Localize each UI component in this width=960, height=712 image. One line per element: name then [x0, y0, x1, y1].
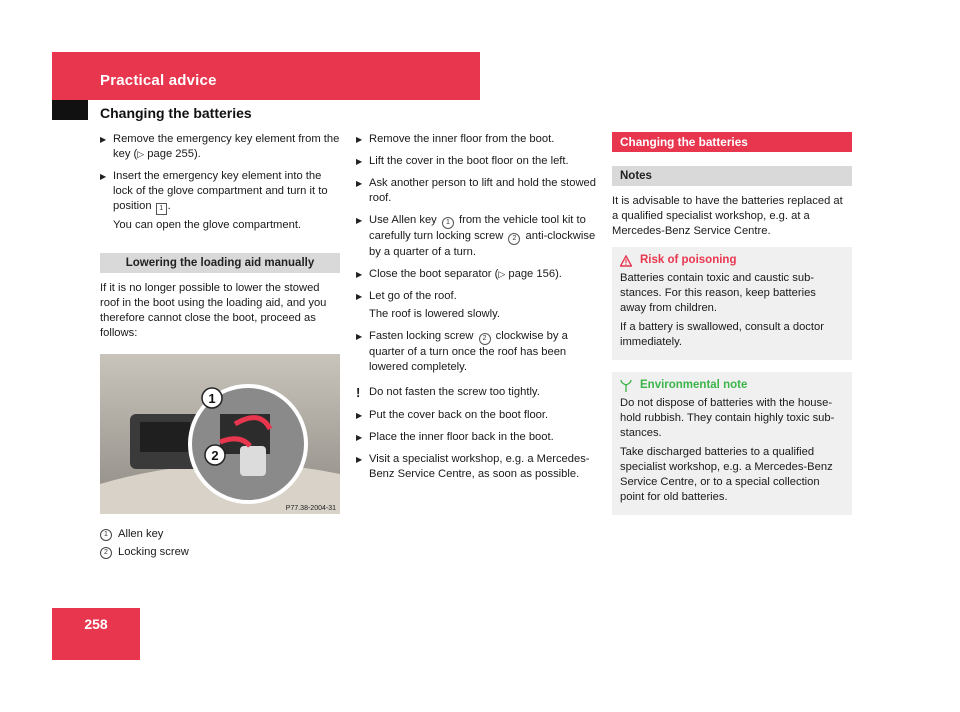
- step-arrow-icon: ▶: [356, 433, 363, 442]
- instruction-step: ▶ Use Allen key 1 from the vehicle tool kit to carefully turn locking screw 2 anti-clockwise by a quarter of a turn.: [356, 214, 596, 258]
- key-position-marker: 1: [156, 203, 167, 215]
- header-accent-block: [52, 100, 88, 120]
- risk-text: If a battery is swallowed, consult a doctor immediately.: [620, 321, 824, 348]
- env-text: Take discharged batteries to a qualified specialist workshop, e.g. a Mercedes-Benz Service Centre, or to a special collection point for old batteries.: [620, 446, 833, 503]
- env-text: Do not dispose of batteries with the house-hold rubbish. They contain highly toxic sub-stances.: [620, 397, 835, 439]
- step-note: You can open the glove compartment.: [113, 219, 302, 231]
- page-ref[interactable]: page 255: [144, 148, 194, 160]
- instruction-step: ▶ Close the boot separator (▷ page 156).: [356, 268, 562, 280]
- instruction-step: ▶ Fasten locking screw 2 clockwise by a quarter of a turn once the roof has been lowered completely.: [356, 330, 568, 373]
- instruction-step: ▶ Visit a specialist workshop, e.g. a Mercedes-Benz Service Centre, as soon as possible.: [356, 453, 590, 480]
- step-arrow-icon: ▶: [356, 135, 363, 144]
- ref-number: 1: [442, 217, 454, 229]
- exclamation-icon: !: [356, 385, 361, 400]
- warning-triangle-icon: [620, 255, 632, 267]
- instruction-step: ▶ Remove the emergency key element from the key (▷ page 255).: [100, 133, 340, 160]
- notes-paragraph: It is advisable to have the batteries replaced at a qualified specialist workshop, e.g. at a Mercedes-Benz Service Centre.: [612, 195, 843, 237]
- page-ref-icon: ▷: [498, 269, 506, 279]
- leaf-icon: [620, 379, 632, 393]
- legend-text: Locking screw: [118, 546, 189, 558]
- env-title: Environmental note: [640, 379, 748, 391]
- environmental-note-box: [612, 372, 852, 515]
- page-ref[interactable]: page 156: [505, 268, 556, 280]
- step-arrow-icon: ▶: [356, 157, 363, 166]
- step-arrow-icon: ▶: [100, 172, 107, 181]
- caution-note: ! Do not fasten the screw too tightly.: [356, 385, 540, 400]
- column-left: [100, 132, 340, 560]
- instruction-step: ▶ Place the inner floor back in the boot.: [356, 431, 554, 443]
- step-arrow-icon: ▶: [356, 179, 363, 188]
- instruction-step: ▶ Put the cover back on the boot floor.: [356, 409, 549, 421]
- step-arrow-icon: ▶: [356, 411, 363, 420]
- boot-floor-photo: [100, 354, 340, 514]
- step-note: The roof is lowered slowly.: [369, 308, 500, 320]
- instruction-step: ▶ Let go of the roof.: [356, 290, 457, 302]
- step-arrow-icon: ▶: [356, 332, 363, 341]
- risk-text: Batteries contain toxic and caustic sub-stances. For this reason, keep batteries away from children.: [620, 272, 816, 314]
- legend-item: [100, 527, 340, 542]
- legend-item: [100, 545, 340, 560]
- risk-warning-box: [612, 247, 852, 360]
- ref-number: 2: [508, 233, 520, 245]
- page-number: 258: [84, 616, 108, 632]
- legend-number: 1: [100, 529, 112, 541]
- legend-number: 2: [100, 547, 112, 559]
- ref-number: 2: [479, 333, 491, 345]
- page-subtitle: Changing the batteries: [100, 105, 252, 121]
- instruction-step: ▶ Insert the emergency key element into the lock of the glove compartment and turn it to position 1 .: [100, 169, 340, 215]
- callout-2: 2: [211, 448, 219, 463]
- photo-code: P77.38-2004-31: [285, 505, 336, 512]
- callout-1: 1: [208, 391, 216, 406]
- step-arrow-icon: ▶: [100, 135, 107, 144]
- step-arrow-icon: ▶: [356, 455, 363, 464]
- subsection-heading: Lowering the loading aid manually: [100, 253, 340, 273]
- legend-text: Allen key: [118, 528, 164, 540]
- step-arrow-icon: ▶: [356, 270, 363, 279]
- section-title: Practical advice: [100, 72, 217, 89]
- instruction-step: ▶ Lift the cover in the boot floor on the left.: [356, 155, 569, 167]
- page-ref-icon: ▷: [137, 149, 145, 159]
- intro-paragraph: If it is no longer possible to lower the stowed roof in the boot using the loading aid, and you therefore cannot close the boot, proceed as follows:: [100, 282, 327, 339]
- instruction-step: ▶ Ask another person to lift and hold the stowed roof.: [356, 177, 597, 204]
- column-right: [612, 132, 852, 515]
- risk-title: Risk of poisoning: [640, 254, 737, 266]
- notes-heading: Notes: [612, 166, 852, 186]
- column-middle: [356, 132, 600, 489]
- step-arrow-icon: ▶: [356, 216, 363, 225]
- instruction-step: ▶ Remove the inner floor from the boot.: [356, 133, 555, 145]
- step-arrow-icon: ▶: [356, 292, 363, 301]
- section-heading: Changing the batteries: [612, 132, 852, 152]
